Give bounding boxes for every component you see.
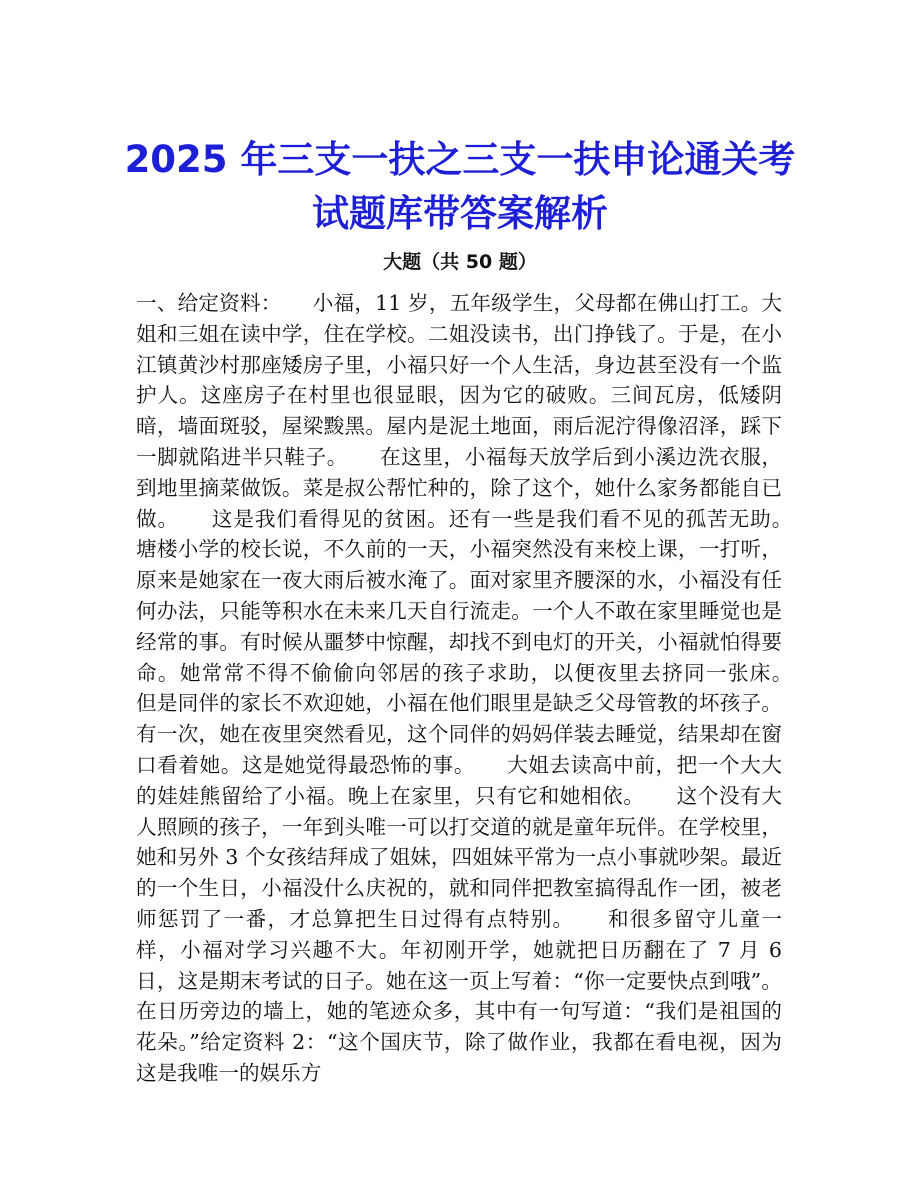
document-title: 2025 年三支一扶之三支一扶申论通关考试题库带答案解析 <box>124 137 796 235</box>
section-heading: 大题（共 50 题） <box>383 251 537 273</box>
body-paragraph: 一、给定资料： 小福，11 岁，五年级学生，父母都在佛山打工。大姐和三姐在读中学，住在学校。二姐没读书，出门挣钱了。于是，在小江镇黄沙村那座矮房子里，小福只好一个人生活，身边甚至没有一个监护人。这座房子在村里也很显眼，因为它的破败。三间瓦房，低矮阴暗，墙面斑驳，屋梁黢黑。屋内是泥土地面，雨后泥泞得像沼泽，踩下一脚就陷进半只鞋子。 在这里，小福每天放学后到小溪边洗衣服，到地里摘菜做饭。菜是叔公帮忙种的，除了这个，她什么家务都能自已做。 这是我们看得见的贫困。还有一些是我们看不见的孤苦无助。 塘楼小学的校长说，不久前的一天，小福突然没有来校上课，一打听，原来是她家在一夜大雨后被水淹了。面对家里齐腰深的水，小福没有任何办法，只能等积水在未来几天自行流走。一个人不敢在家里睡觉也是经常的事。有时候从噩梦中惊醒，却找不到电灯的开关，小福就怕得要命。她常常不得不偷偷向邻居的孩子求助，以便夜里去挤同一张床。 但是同伴的家长不欢迎她，小福在他们眼里是缺乏父母管教的坏孩子。有一次，她在夜里突然看见，这个同伴的妈妈佯装去睡觉，结果却在窗口看着她。这是她觉得最恐怖的事。 大姐去读高中前，把一个大大的娃娃熊留给了小福。晚上在家里，只有它和她相依。 这个没有大人照顾的孩子，一年到头唯一可以打交道的就是童年玩伴。在学校里，她和另外 3 个女孩结拜成了姐妹，四姐妹平常为一点小事就吵架。最近的一个生日，小福没什么庆祝的，就和同伴把教室搞得乱作一团，被老师惩罚了一番，才总算把生日过得有点特别。 和很多留守儿童一样，小福对学习兴趣不大。年初刚开学，她就把日历翻在了 7 月 6 日，这是期末考试的日子。她在这一页上写着：“你一定要快点到哦”。在日历旁边的墙上，她的笔迹众多，其中有一句写道：“我们是祖国的花朵。”给定资料 2：“这个国庆节，除了做作业，我都在看电视，因为这是我唯一的娱乐方 <box>136 291 824 1085</box>
